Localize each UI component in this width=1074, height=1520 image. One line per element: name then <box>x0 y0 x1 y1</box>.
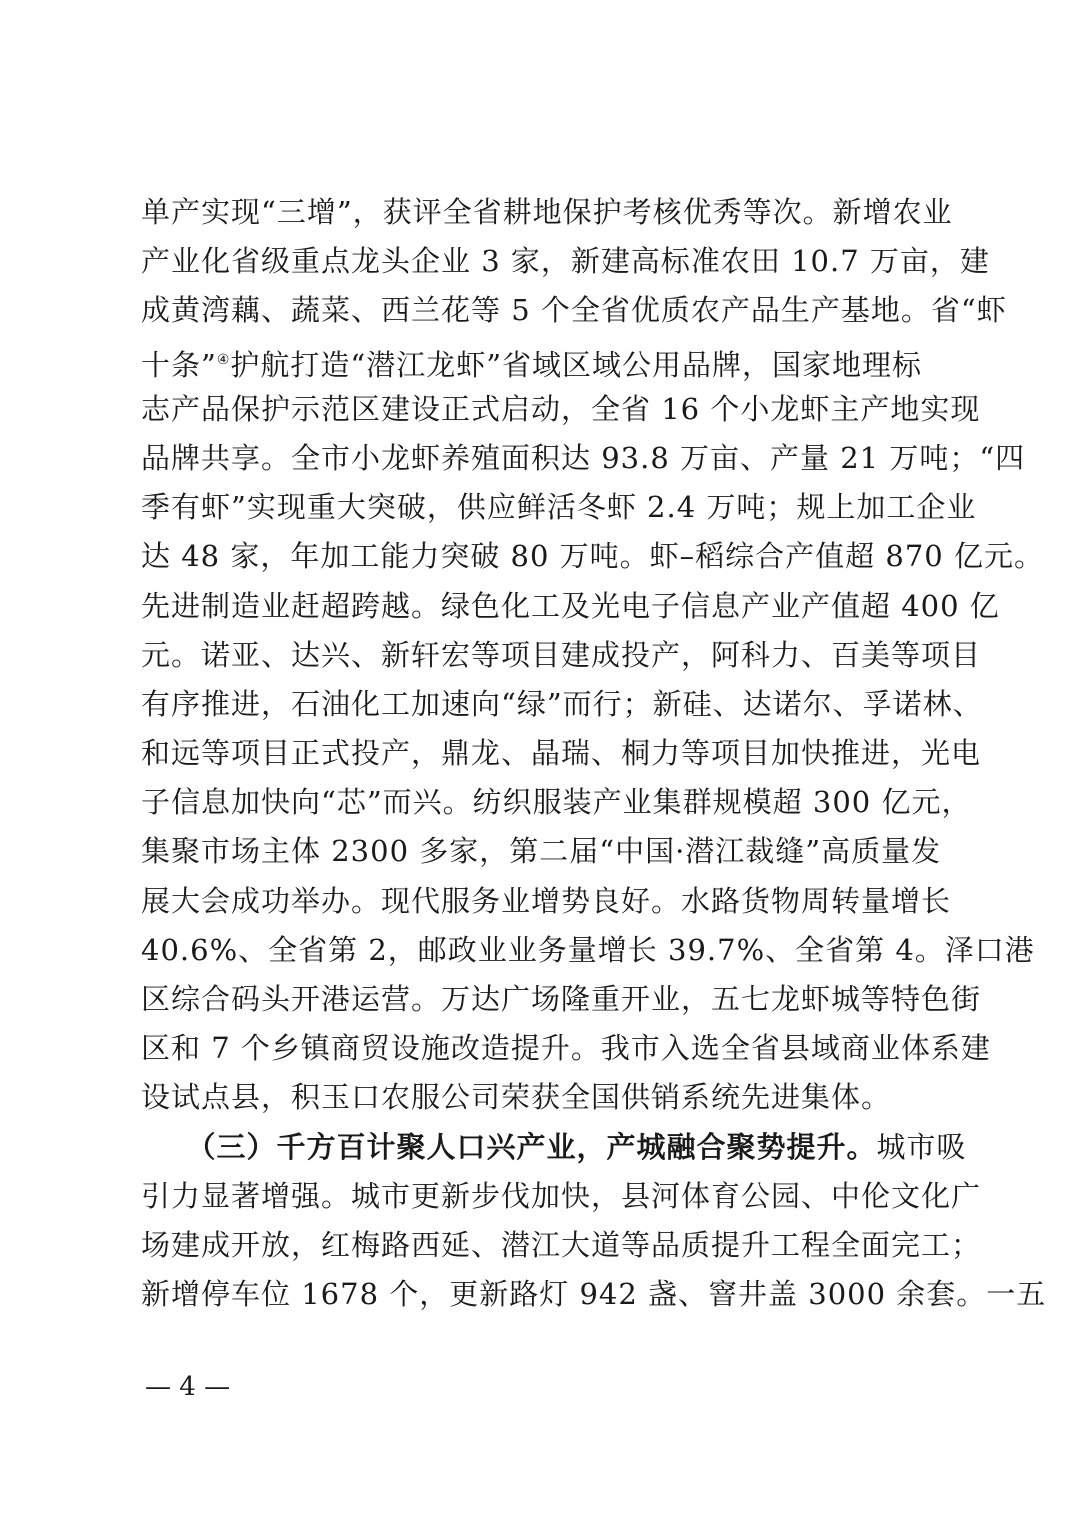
text-line: 子信息加快向“芯”而兴。纺织服装产业集群规模超 300 亿元， <box>141 785 972 820</box>
text-line: 和远等项目正式投产，鼎龙、晶瑞、桐力等项目加快推进，光电 <box>141 736 982 771</box>
text-line <box>141 1123 967 1172</box>
paragraph-indent <box>141 1130 201 1164</box>
text-line: 设试点县，积玉口农服公司荣获全国供销系统先进集体。 <box>141 1080 892 1115</box>
footnote-marker: ④ <box>216 351 231 368</box>
text-line: 单产实现“三增”，获评全省耕地保护考核优秀等次。新增农业 <box>141 195 953 229</box>
page-number: — 4 — <box>145 1372 231 1402</box>
text-line: 志产品保护示范区建设正式启动，全省 16 个小龙虾主产地实现 <box>141 391 981 426</box>
text-line: 成黄湾藕、蔬菜、西兰花等 5 个全省优质农产品生产基地。省“虾 <box>141 293 1007 328</box>
text-line: 有序推进，石油化工加速向“绿”而行；新硅、达诺尔、孚诺林、 <box>141 686 983 721</box>
text-line: 品牌共享。全市小龙虾养殖面积达 93.8 万亩、产量 21 万吨；“四 <box>141 440 1026 475</box>
text-line: 新增停车位 1678 个，更新路灯 942 盏、窨井盖 3000 余套。一五 <box>141 1277 1047 1312</box>
text-run: 城市吸 <box>876 1129 967 1164</box>
document-body <box>141 188 1047 1319</box>
text-line: 区综合码头开港运营。万达广场隆重开业，五七龙虾城等特色街 <box>141 982 982 1016</box>
text-line <box>141 336 941 385</box>
text-line: 达 48 家，年加工能力突破 80 万吨。虾–稻综合产值超 870 亿元。 <box>141 539 1044 574</box>
text-line: 40.6%、全省第 2，邮政业业务量增长 39.7%、全省第 4。泽口港 <box>141 932 1035 967</box>
section-heading: （三）千方百计聚人口兴产业，产城融合聚势提升。 <box>201 1129 877 1164</box>
text-line: 场建成开放，红梅路西延、潜江大道等品质提升工程全面完工； <box>141 1227 982 1262</box>
text-line: 展大会成功举办。现代服务业增势良好。水路货物周转量增长 <box>141 883 952 918</box>
text-run: 十条” <box>141 347 217 382</box>
text-run: 护航打造“潜江龙虾”省域区域公用品牌，国家地理标 <box>230 347 923 382</box>
text-line: 产业化省级重点龙头企业 3 家，新建高标准农田 10.7 万亩，建 <box>141 244 990 279</box>
text-line: 引力显著增强。城市更新步伐加快，县河体育公园、中伦文化广 <box>141 1178 982 1213</box>
text-line: 先进制造业赶超跨越。绿色化工及光电子信息产业产值超 400 亿 <box>141 588 1000 623</box>
text-line: 季有虾”实现重大突破，供应鲜活冬虾 2.4 万吨；规上加工企业 <box>141 490 977 525</box>
text-line: 区和 7 个乡镇商贸设施改造提升。我市入选全省县域商业体系建 <box>141 1031 991 1066</box>
text-line: 元。诺亚、达兴、新轩宏等项目建成投产，阿科力、百美等项目 <box>141 637 982 672</box>
text-line: 集聚市场主体 2300 多家，第二届“中国·潜江裁缝”高质量发 <box>141 834 942 869</box>
